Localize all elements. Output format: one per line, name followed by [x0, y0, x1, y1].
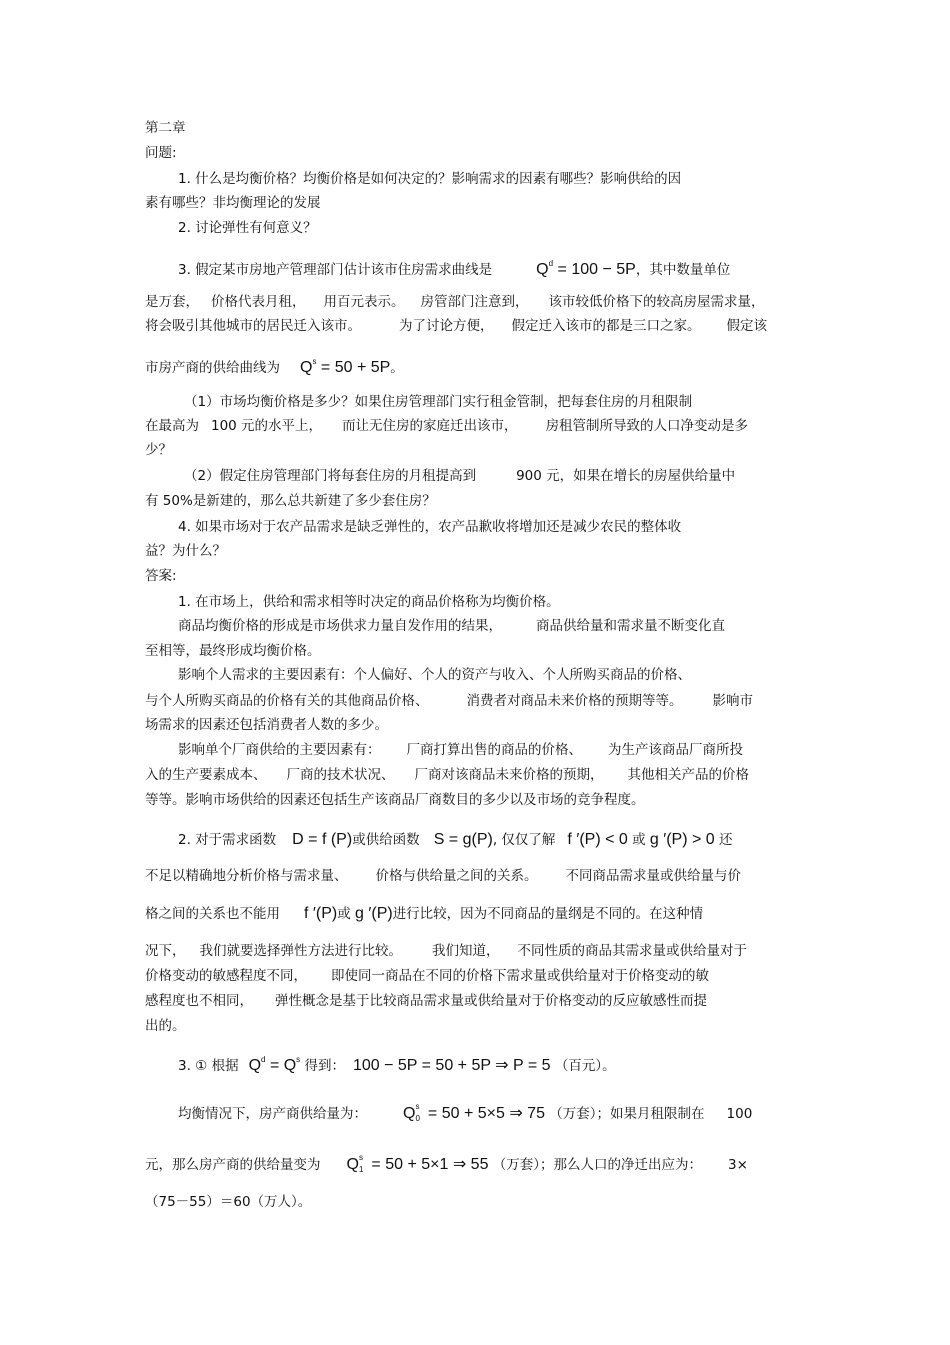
demand-function: D = f (P): [292, 831, 353, 848]
question-3-line-2: [145, 296, 765, 310]
supply-rhs: = 50 + 5P: [320, 359, 391, 376]
question-4-line-1: 4. 如果市场对于农产品需求是缺乏弹性的，农产品歉收将增加还是减少农民的整体收: [178, 519, 682, 535]
demand-equation: [536, 261, 636, 278]
question-3-sub-1-line-1: （1）市场均衡价格是多少？如果住房管理部门实行租金管制，把每套住房的月租限制: [184, 394, 693, 410]
text-segment: 我们知道，: [432, 943, 500, 959]
text-segment: 900 元，如果在增长的房屋供给量中: [516, 468, 736, 484]
answer-1-p4-line-3: 等等。影响市场供给的因素还包括生产该商品厂商数目的多少以及市场的竞争程度。: [145, 792, 645, 808]
text-segment: 或: [337, 906, 351, 922]
question-3-sub-1-line-2: [145, 420, 748, 434]
text-segment: 元，那么房产商的供给量变为: [145, 1157, 321, 1173]
text-segment: 市房产商的供给曲线为: [145, 360, 280, 376]
text-segment: 是万套，: [145, 294, 199, 310]
question-3-line-3: [145, 320, 767, 334]
answer-1-p3-line-3: 场需求的因素还包括消费者人数的多少。: [145, 717, 388, 733]
answer-2-line-2: [145, 870, 741, 884]
text-segment: 房租管制所导致的人口净变动是多: [545, 418, 749, 434]
answer-1-p3-line-2: [145, 695, 753, 709]
answer-1-p4-line-2: [145, 769, 749, 783]
demand-derivative-ref: f ′(P): [304, 905, 338, 922]
text-segment: 为生产该商品厂商所投: [608, 742, 743, 758]
text-segment: 影响市: [712, 693, 753, 709]
answer-1-p2-line-2: 至相等，最终形成均衡价格。: [145, 643, 321, 659]
supply-function: S = g(P): [433, 831, 493, 848]
text-segment: 在最高为: [145, 418, 199, 434]
text-segment: 不同商品需求量或供给量与价: [565, 868, 741, 884]
question-3-sub-2-line-1: [184, 470, 735, 484]
text-segment: 或: [632, 832, 646, 848]
text-segment: 商品供给量和需求量不断变化直: [536, 618, 725, 634]
q0-subscript: 0: [415, 1114, 420, 1123]
supply-derivative-ref: g ′(P): [355, 905, 393, 922]
answer-1-line-1: 1. 在市场上，供给和需求相等时决定的商品价格称为均衡价格。: [178, 594, 560, 610]
text-segment: 3×: [728, 1157, 748, 1173]
q1-rhs: = 50 + 5×1 ⇒ 55: [371, 1156, 489, 1173]
text-segment: 即使同一商品在不同的价格下需求量或供给量对于价格变动的敏: [331, 968, 709, 984]
q0-scripts: [415, 1102, 423, 1123]
text-segment: 该市较低价格下的较高房屋需求量，: [548, 294, 765, 310]
supply-derivative: g ′(P) > 0: [649, 831, 715, 848]
text-segment: 厂商的技术状况、: [286, 767, 395, 783]
demand-derivative: f ′(P) < 0: [567, 831, 628, 848]
chapter-title: 第二章: [145, 120, 186, 136]
text-segment: 弹性概念是基于比较商品需求量或供给量对于价格变动的反应敏感性而提: [275, 993, 707, 1009]
text-segment: 均衡情况下，房产商供给量为：: [178, 1106, 367, 1122]
text-segment: （万套）；那么人口的净迁出应为：: [492, 1157, 703, 1173]
q1-Q: Q: [346, 1156, 359, 1173]
answer-1-p2-line-1: [178, 620, 725, 634]
question-3-line-1: [178, 260, 730, 278]
text-segment: 为了讨论方便，: [399, 318, 494, 334]
text-segment: 价格与供给量之间的关系。: [375, 868, 538, 884]
q1-subscript: 1: [358, 1165, 364, 1174]
answer-3-line-1: [178, 1056, 616, 1074]
text-segment: 得到：: [304, 1058, 345, 1074]
answer-3-line-4: （75－55）＝60（万人）。: [145, 1194, 312, 1210]
text-segment: 商品均衡价格的形成是市场供求力量自发作用的结果，: [178, 618, 502, 634]
text-segment: 不同性质的商品其需求量或供给量对于: [517, 943, 747, 959]
equilibrium-solution: 100 − 5P = 50 + 5P ⇒ P = 5: [352, 1057, 551, 1074]
question-3-sub-2-line-2: 有 50%是新建的，那么总共新建了多少套住房？: [145, 493, 436, 509]
text-segment: 我们就要选择弹性方法进行比较。: [199, 943, 402, 959]
answer-3-line-2: [178, 1102, 753, 1123]
text-segment: 消费者对商品未来价格的预期等等。: [466, 693, 683, 709]
answer-1-p3-line-1: 影响个人需求的主要因素有：个人偏好、个人的资产与收入、个人所购买商品的价格、: [178, 667, 691, 683]
question-3-intro: 3. 假定某市房地产管理部门估计该市住房需求曲线是: [178, 262, 493, 278]
text-segment: 100: [726, 1106, 753, 1122]
q0-Q: Q: [403, 1105, 416, 1122]
demand-rhs: = 100 − 5P: [557, 261, 636, 278]
question-3-line-4: [145, 358, 404, 376]
q0-rhs: = 50 + 5×5 ⇒ 75: [427, 1105, 545, 1122]
text-segment: 将会吸引其他城市的居民迁入该市。: [145, 318, 361, 334]
controlled-supply-equation: [346, 1153, 489, 1174]
answer-3-line-3: [145, 1153, 748, 1174]
text-segment: 影响单个厂商供给的主要因素有：: [178, 742, 381, 758]
answer-2-line-6: [145, 995, 707, 1009]
text-segment: 其他相关产品的价格: [627, 767, 749, 783]
text-segment: 感程度也不相同，: [145, 993, 253, 1009]
text-segment: 2. 对于需求函数: [178, 832, 277, 848]
demand-superscript: d: [548, 259, 554, 268]
text-segment: 而让无住房的家庭迁出该市，: [342, 418, 518, 434]
eq-Q-demand: Q: [248, 1057, 262, 1074]
text-segment: 况下，: [145, 943, 186, 959]
answer-2-line-7: 出的。: [145, 1018, 186, 1034]
supply-superscript: s: [312, 357, 317, 366]
eq-superscript-d: d: [261, 1055, 266, 1064]
supply-equation: [300, 359, 390, 376]
question-3-unit-text: ，其中数量单位: [635, 262, 731, 278]
text-segment: 假定该: [726, 318, 767, 334]
text-segment: 3. ① 根据: [178, 1058, 239, 1074]
answer-2-line-3: [145, 906, 703, 922]
text-segment: 不足以精确地分析价格与需求量、: [145, 868, 348, 884]
text-segment: 房管部门注意到，: [420, 294, 529, 310]
q1-superscript: s: [358, 1153, 363, 1162]
text-segment: , 仅仅了解: [492, 832, 556, 848]
text-segment: 价格代表月租，: [211, 294, 306, 310]
answer-2-line-5: [145, 970, 709, 984]
text-segment: 入的生产要素成本、: [145, 767, 267, 783]
text-segment: 还: [718, 832, 733, 848]
q1-scripts: [358, 1153, 367, 1174]
text-segment: （百元）。: [554, 1058, 616, 1074]
eq-superscript-s: s: [296, 1055, 301, 1064]
text-segment: 或供给函数: [352, 832, 420, 848]
question-1-line-1: 1. 什么是均衡价格？均衡价格是如何决定的？影响需求的因素有哪些？影响供给的因: [178, 171, 682, 187]
answers-heading: 答案:: [145, 568, 177, 584]
text-segment: 厂商打算出售的商品的价格、: [406, 742, 582, 758]
demand-Q: Q: [536, 261, 549, 278]
text-segment: 进行比较，因为不同商品的量纲是不同的。在这种情: [392, 906, 704, 922]
text-segment: 100 元的水平上，: [211, 418, 323, 434]
text-segment: 与个人所购买商品的价格有关的其他商品价格、: [145, 693, 429, 709]
text-segment: （2）假定住房管理部门将每套住房的月租提高到: [184, 468, 477, 484]
question-2: 2. 讨论弹性有何意义？: [178, 220, 317, 236]
questions-heading: 问题:: [145, 145, 177, 161]
text-segment: 格之间的关系也不能用: [145, 906, 280, 922]
text-segment: 用百元表示。: [323, 294, 405, 310]
q0-superscript: s: [415, 1102, 420, 1111]
text-segment: 价格变动的敏感程度不同，: [145, 968, 307, 984]
question-4-line-2: 益？为什么？: [145, 543, 226, 559]
text-segment: （万套）；如果月租限制在: [549, 1106, 705, 1122]
eq-Q-supply: = Q: [269, 1057, 297, 1074]
text-segment: 厂商对该商品未来价格的预期，: [414, 767, 604, 783]
answer-2-line-4: [145, 945, 747, 959]
supply-Q: Q: [300, 359, 313, 376]
answer-2-line-1: [178, 832, 732, 848]
answer-1-p4-line-1: [178, 744, 743, 758]
text-segment: 假定迁入该市的都是三口之家。: [511, 318, 701, 334]
equilibrium-supply-equation: [403, 1102, 545, 1123]
question-1-line-2: 素有哪些？非均衡理论的发展: [145, 195, 321, 211]
equilibrium-condition: [249, 1057, 301, 1074]
question-3-sub-1-line-3: 少？: [145, 442, 172, 458]
text-segment: 。: [390, 360, 404, 376]
